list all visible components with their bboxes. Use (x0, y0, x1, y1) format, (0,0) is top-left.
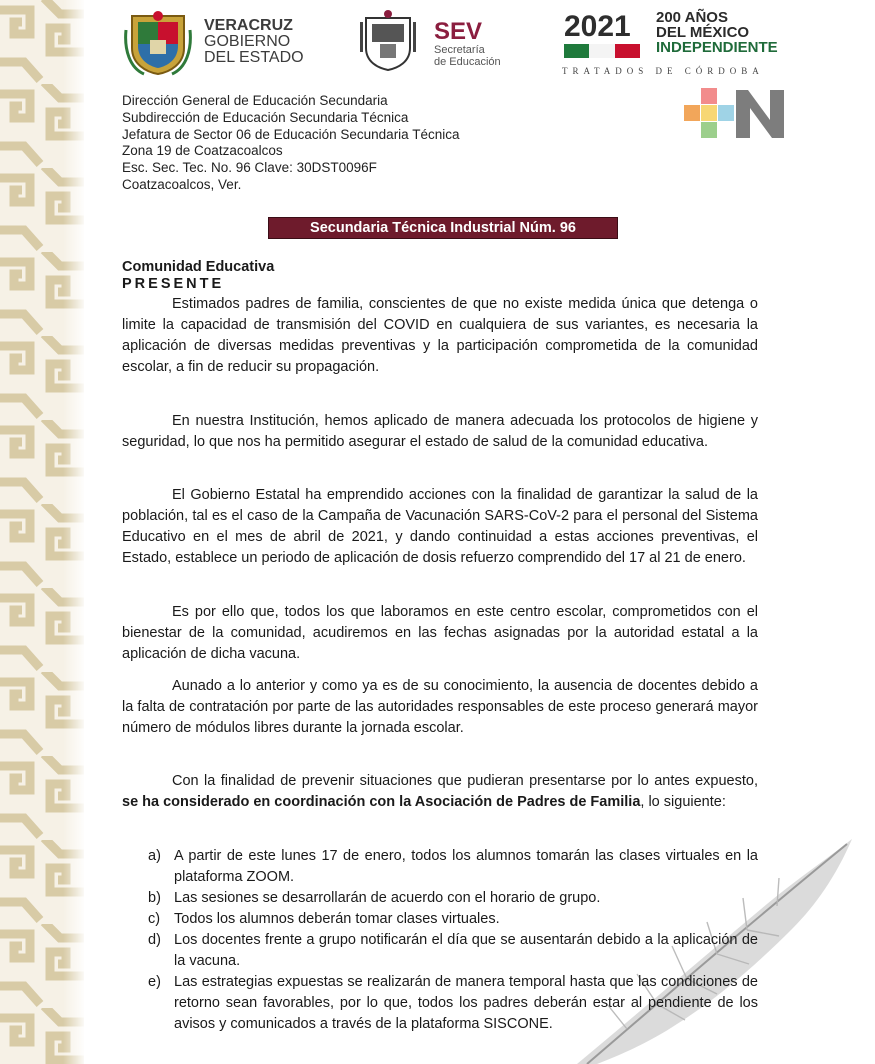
body-paragraph-2 (122, 411, 758, 453)
list-text: Los docentes frente a grupo notificarán el día que se ausentarán debido a la aplicación de la vacuna. (174, 932, 758, 969)
greca-border-pattern (0, 0, 84, 1064)
bicentennial-wordmark (656, 10, 778, 55)
paragraph-emphasis: se ha considerado en coordinación con la Asociación de Padres de Familia (122, 794, 641, 810)
body-paragraph-1 (122, 294, 758, 378)
del-estado-line: DEL ESTADO (204, 49, 304, 66)
measures-list (122, 846, 758, 1035)
school-name-banner: Secundaria Técnica Industrial Núm. 96 (268, 217, 618, 239)
greeting-recipient: Comunidad Educativa (122, 259, 275, 275)
body-paragraph-5 (122, 676, 758, 739)
list-marker: d) (148, 932, 161, 948)
list-marker: e) (148, 974, 161, 990)
address-line: Zona 19 de Coatzacoalcos (122, 143, 283, 159)
sev-title: SEV (434, 18, 483, 45)
list-marker: a) (148, 848, 161, 864)
list-item (122, 972, 758, 1035)
paragraph-text: Es por ello que, todos los que laboramos en este centro escolar, comprometidos con el bienestar de la comunidad, acudiremos en las fechas asignadas por la autoridad estatal a la aplicación de dicha vacuna. (122, 604, 758, 662)
body-paragraph-6 (122, 771, 758, 813)
plus-n-watermark-logo (684, 88, 786, 140)
year-2021-logo (564, 12, 648, 64)
list-text: A partir de este lunes 17 de enero, todos los alumnos tomarán las clases virtuales en la plataforma ZOOM. (174, 848, 758, 885)
sev-subtitle-line1: Secretaría (434, 44, 485, 56)
address-line: Subdirección de Educación Secundaria Técnica (122, 109, 409, 125)
veracruz-line: VERACRUZ (204, 17, 293, 34)
greeting (122, 259, 274, 293)
paragraph-tail: , lo siguiente: (640, 794, 726, 810)
sev-subtitle-line2: de Educación (434, 56, 501, 68)
list-item (122, 846, 758, 888)
tratados-de-cordoba: TRATADOS DE CÓRDOBA (562, 66, 764, 76)
bicentennial-line3: INDEPENDIENTE (656, 39, 778, 56)
sev-wordmark (434, 20, 501, 68)
address-line: Dirección General de Educación Secundaria (122, 93, 388, 108)
address-line: Jefatura de Sector 06 de Educación Secundaria Técnica (122, 126, 460, 142)
list-item (122, 888, 758, 909)
veracruz-coat-of-arms-icon (124, 10, 192, 76)
bicentennial-line1: 200 AÑOS (656, 9, 728, 26)
body-paragraph-4 (122, 602, 758, 665)
sender-address-block (122, 93, 459, 194)
greeting-presente: PRESENTE (122, 276, 225, 292)
bicentennial-line2: DEL MÉXICO (656, 24, 750, 41)
list-item (122, 930, 758, 972)
list-marker: c) (148, 911, 161, 927)
list-text: Todos los alumnos deberán tomar clases virtuales. (174, 911, 500, 927)
list-text: Las estrategias expuestas se realizarán de manera temporal hasta que las condiciones de retorno sean favorables, por lo que, todos los padres deberán estar al pendiente de los avisos y comunicados a través de la plataforma SISCONE. (174, 974, 758, 1032)
year-number: 2021 (564, 10, 631, 43)
list-text: Las sesiones se desarrollarán de acuerdo con el horario de grupo. (174, 890, 601, 906)
address-line: Esc. Sec. Tec. No. 96 Clave: 30DST0096F (122, 160, 377, 176)
paragraph-text: El Gobierno Estatal ha emprendido acciones con la finalidad de garantizar la salud de la población, tal es el caso de la Campaña de Vacunación SARS-CoV-2 para el personal del Sistema Educativo en el mes de abril de 2021, y dando continuidad a estas acciones preventivas, el Estado, establece un periodo de aplicación de dosis refuerzo comprendido del 17 al 21 de enero. (122, 487, 758, 566)
paragraph-text: En nuestra Institución, hemos aplicado de manera adecuada los protocolos de higiene y seguridad, lo que nos ha permitido asegurar el estado de salud de la comunidad educativa. (122, 413, 758, 450)
list-marker: b) (148, 890, 161, 906)
mexican-flag-icon (564, 44, 640, 58)
address-line: Coatzacoalcos, Ver. (122, 176, 242, 192)
veracruz-government-wordmark (204, 18, 304, 66)
list-item (122, 909, 758, 930)
letterhead (120, 6, 820, 78)
paragraph-text: Aunado a lo anterior y como ya es de su conocimiento, la ausencia de docentes debido a la falta de contratación por parte de las autoridades responsables de este proceso generará mayor número de módulos libres durante la jornada escolar. (122, 678, 758, 736)
paragraph-text: Estimados padres de familia, conscientes de que no existe medida única que detenga o limite la capacidad de transmisión del COVID en cualquiera de sus variantes, es necesaria la aplicación de diversas medidas preventivas y la participación comprometida de la comunidad escolar, a fin de reducir su propagación. (122, 296, 758, 375)
sev-emblem-icon (358, 8, 418, 72)
gobierno-line: GOBIERNO (204, 33, 291, 50)
paragraph-lead: Con la finalidad de prevenir situaciones que pudieran presentarse por lo antes expuesto, (172, 773, 758, 789)
body-paragraph-3 (122, 485, 758, 569)
